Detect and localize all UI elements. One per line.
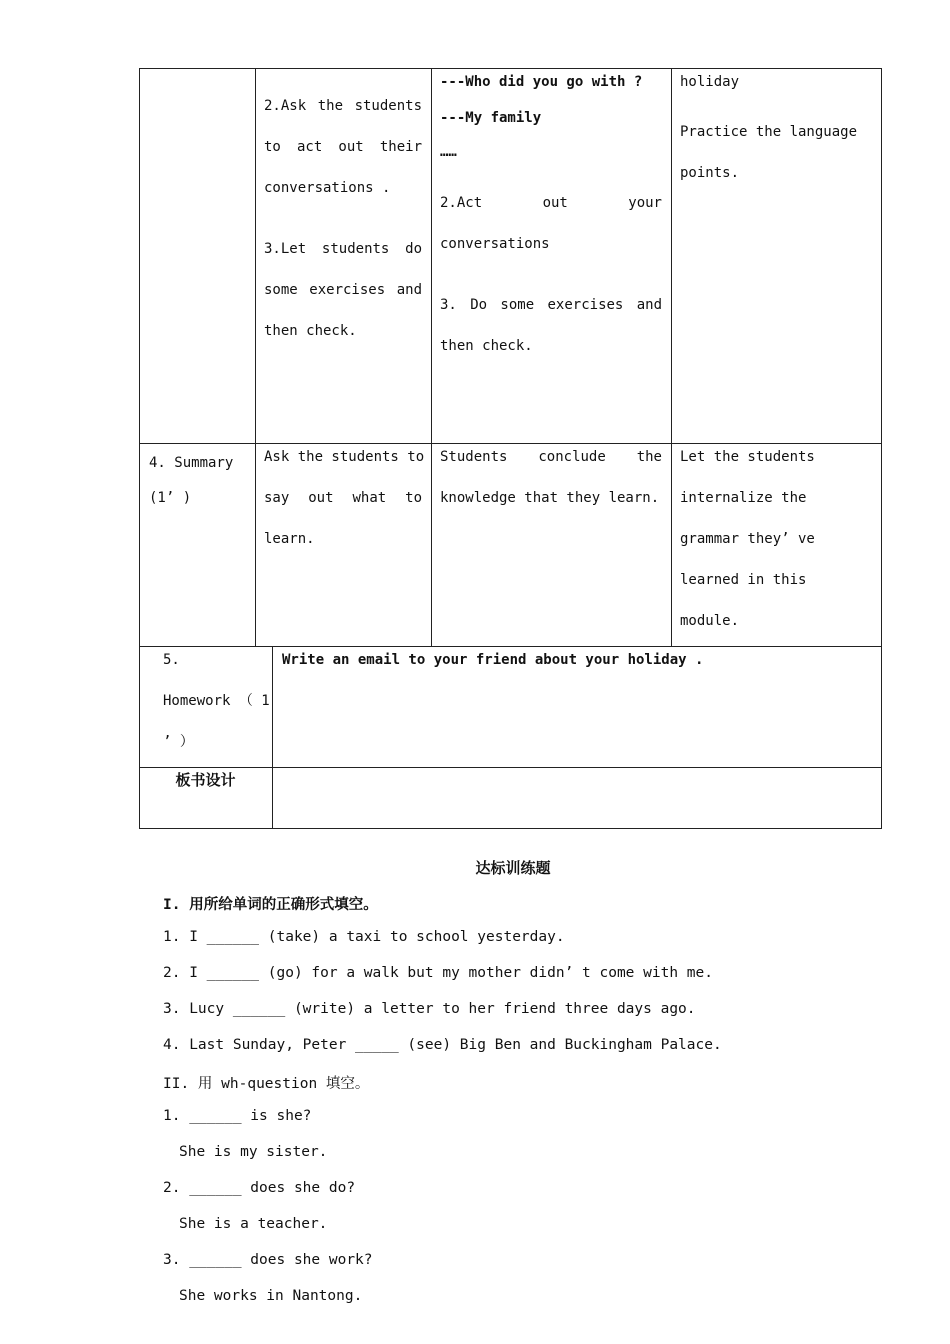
row2-step-cell <box>149 446 249 516</box>
exercise-question: 2. ______ does she do? <box>163 1180 356 1196</box>
dialogue-line: …… <box>440 144 457 160</box>
exercise-answer: She is my sister. <box>179 1144 328 1160</box>
row2-purpose-cell <box>680 437 872 642</box>
text-line: conversations . <box>264 180 391 196</box>
text-line: then check. <box>440 338 533 354</box>
text-line: module. <box>680 613 740 629</box>
exercise-item: 4. Last Sunday, Peter _____ (see) Big Ben and Buckingham Palace. <box>163 1037 722 1053</box>
text-line: conversations <box>440 236 550 252</box>
text-line: to act out their <box>264 139 422 155</box>
row2-teacher-cell <box>264 437 425 560</box>
section1-heading: I. 用所给单词的正确形式填空。 <box>163 897 378 913</box>
text-line <box>264 209 422 229</box>
text-line: Practice the language <box>680 124 858 140</box>
exercise-item: 1. I ______ (take) a taxi to school yesterday. <box>163 929 565 945</box>
text-line <box>440 162 662 183</box>
homework-content <box>282 640 872 681</box>
text-line: points. <box>680 165 740 181</box>
exercise-answer: She is a teacher. <box>179 1216 328 1232</box>
exercise-question: 3. ______ does she work? <box>163 1252 373 1268</box>
table-border-left <box>139 68 140 829</box>
exercise-item: 3. Lucy ______ (write) a letter to her friend three days ago. <box>163 1001 696 1017</box>
step-label: 4. Summary <box>149 455 234 471</box>
text-line: learn. <box>264 531 315 547</box>
exercise-item: 2. I ______ (go) for a walk but my mother didn’ t come with me. <box>163 965 713 981</box>
board-design-label <box>139 760 272 801</box>
dialogue-line: ---My family <box>440 110 542 126</box>
text-line <box>440 265 662 285</box>
text-line: Homework （ 1 <box>163 693 270 709</box>
exercise-answer: She works in Nantong. <box>179 1288 363 1304</box>
row1-purpose-cell <box>680 72 872 194</box>
table-border-bottom <box>139 828 882 829</box>
text-line: 2.Act out your <box>440 195 662 211</box>
homework-label-cell <box>163 640 270 763</box>
text-line: grammar they’ ve <box>680 531 815 547</box>
text-line: Write an email to your friend about your holiday . <box>282 652 704 668</box>
table-col-divider-1 <box>255 68 256 647</box>
row1-students-cell <box>440 72 662 367</box>
section2-heading: II. 用 wh-question 填空。 <box>163 1076 370 1092</box>
text-line: Students conclude the <box>440 449 662 465</box>
table-col-divider-lower <box>272 646 273 829</box>
text-line: knowledge that they learn. <box>440 490 660 506</box>
dialogue-line: ---Who did you go with ? <box>440 74 643 90</box>
text-line: 板书设计 <box>175 771 236 789</box>
text-line: ’ ） <box>163 734 194 750</box>
text-line <box>680 92 872 112</box>
step-time: (1’ ) <box>149 490 192 506</box>
text-line: Ask the students to <box>264 449 425 465</box>
text-line: 5. <box>163 652 180 668</box>
table-border-top <box>139 68 882 69</box>
row2-students-cell <box>440 437 662 519</box>
text-line: some exercises and <box>264 282 422 298</box>
exercise-title: 达标训练题 <box>475 859 551 877</box>
text-line: internalize the <box>680 490 807 506</box>
text-line: learned in this <box>680 572 807 588</box>
exercise-question: 1. ______ is she? <box>163 1108 312 1124</box>
text-line: say out what to <box>264 490 422 506</box>
text-line: 2.Ask the students <box>264 98 422 114</box>
table-col-divider-3 <box>671 68 672 647</box>
table-col-divider-2 <box>431 68 432 647</box>
text-line: 3.Let students do <box>264 241 422 257</box>
text-line: holiday <box>680 74 740 90</box>
table-border-right <box>881 68 882 829</box>
row1-teacher-cell <box>264 86 422 352</box>
text-line: Let the students <box>680 449 815 465</box>
text-line: then check. <box>264 323 357 339</box>
text-line: 3. Do some exercises and <box>440 297 662 313</box>
